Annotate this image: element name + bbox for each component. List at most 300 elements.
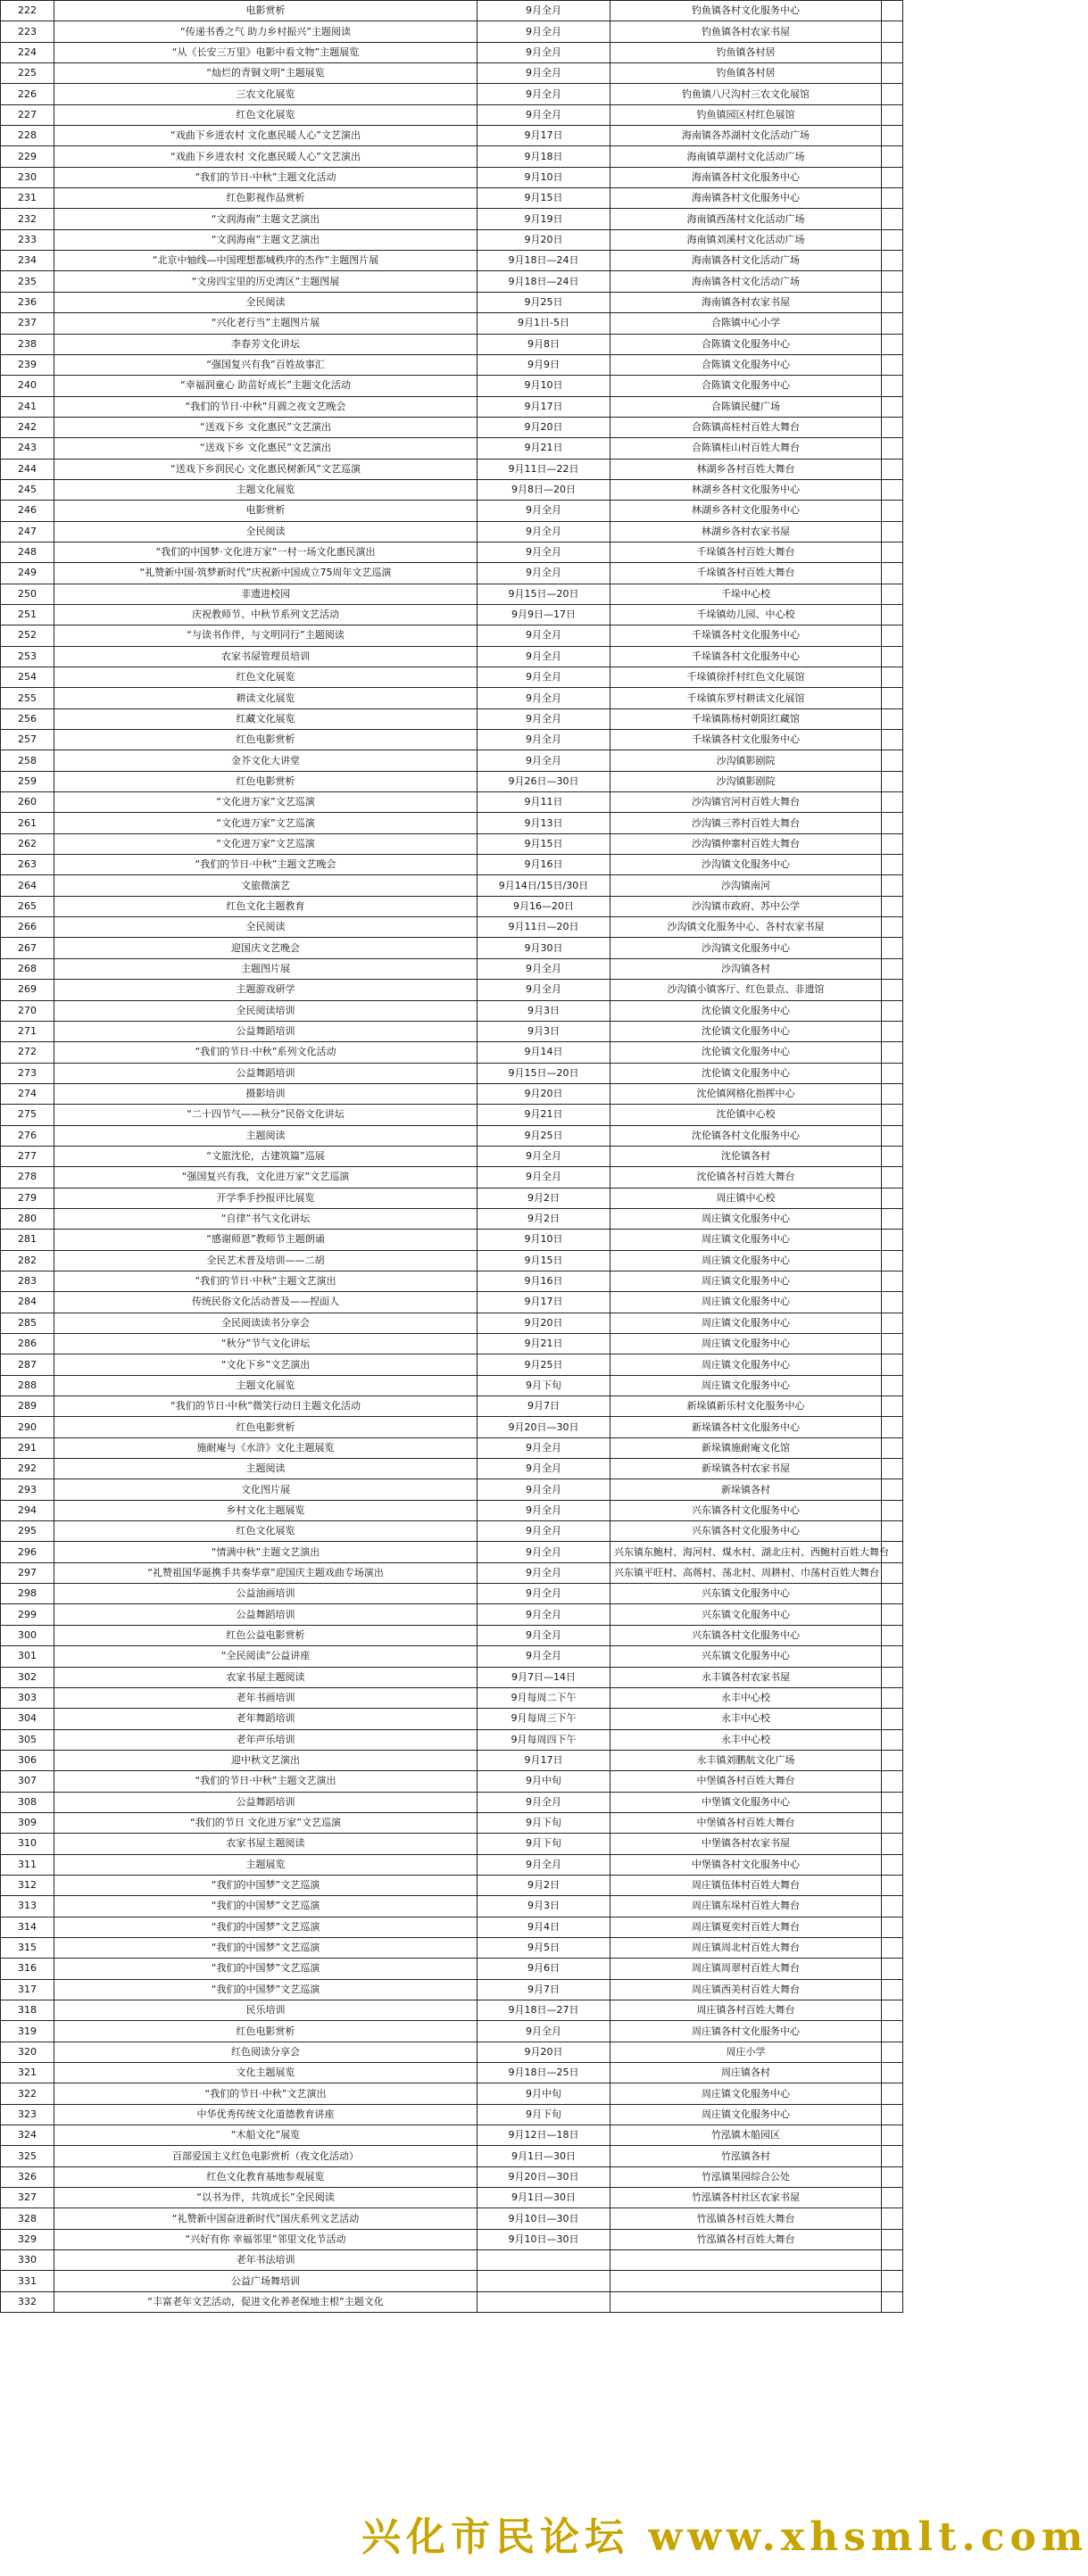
activity-place: 竹泓镇各村社区农家书屋 <box>610 2188 882 2208</box>
table-row <box>1 2146 903 2166</box>
blank-cell <box>882 1500 903 1520</box>
row-number: 282 <box>1 1250 54 1271</box>
activity-time: 9月7日 <box>478 1396 610 1417</box>
table-row <box>1 2083 903 2104</box>
activity-place: 沙沟镇小镇客厅、红色景点、非遗馆 <box>610 980 882 1000</box>
row-number: 222 <box>1 1 54 21</box>
activity-time: 9月16—20日 <box>478 896 610 916</box>
activity-place: 兴东镇文化服务中心 <box>610 1584 882 1604</box>
activity-time: 9月全月 <box>478 708 610 729</box>
activity-name: “礼赞祖国华诞携手共奏华章”迎国庆主题戏曲专场演出 <box>54 1562 478 1583</box>
activity-name: 公益油画培训 <box>54 1584 478 1604</box>
activity-time <box>478 2291 610 2312</box>
blank-cell <box>882 1125 903 1146</box>
row-number: 299 <box>1 1604 54 1625</box>
blank-cell <box>882 1292 903 1313</box>
activity-name: 红色文化展览 <box>54 1521 478 1542</box>
table-row <box>1 1542 903 1562</box>
activity-name: 电影赏析 <box>54 501 478 521</box>
table-row <box>1 459 903 479</box>
activity-place: 周庄镇文化服务中心 <box>610 1208 882 1229</box>
row-number: 271 <box>1 1021 54 1041</box>
activity-name: 红色文化主题教育 <box>54 896 478 916</box>
activity-place: 周庄镇西美村百姓大舞台 <box>610 1979 882 2000</box>
activity-place: 中堡镇各村农家书屋 <box>610 1834 882 1854</box>
table-row <box>1 1459 903 1479</box>
blank-cell <box>882 1063 903 1083</box>
activity-name: “木船文化”展览 <box>54 2125 478 2146</box>
row-number: 233 <box>1 229 54 250</box>
table-row <box>1 1959 903 1979</box>
activity-time: 9月全月 <box>478 542 610 562</box>
activity-time: 9月全月 <box>478 1167 610 1188</box>
activity-name: “我们的节日·中秋”微笑行动日主题文化活动 <box>54 1396 478 1417</box>
table-row <box>1 63 903 84</box>
activity-time: 9月20日—30日 <box>478 2166 610 2187</box>
blank-cell <box>882 1437 903 1458</box>
row-number: 313 <box>1 1896 54 1917</box>
activity-place: 中堡镇各村文化服务中心 <box>610 1854 882 1875</box>
table-row <box>1 708 903 729</box>
activity-time: 9月19日 <box>478 209 610 229</box>
activity-time: 9月全月 <box>478 646 610 667</box>
row-number: 240 <box>1 376 54 396</box>
row-number: 260 <box>1 792 54 813</box>
table-row <box>1 188 903 209</box>
activity-time: 9月15日—20日 <box>478 1063 610 1083</box>
activity-name: 全民阅读培训 <box>54 1000 478 1021</box>
row-number: 270 <box>1 1000 54 1021</box>
blank-cell <box>882 2083 903 2104</box>
activity-place: 周庄镇各村文化服务中心 <box>610 2021 882 2042</box>
activity-place: 合陈镇桂山村百姓大舞台 <box>610 438 882 459</box>
activity-name: 主题阅读 <box>54 1125 478 1146</box>
blank-cell <box>882 63 903 84</box>
activity-name: 红色影视作品赏析 <box>54 188 478 209</box>
activity-place: 合陈镇文化服务中心 <box>610 354 882 375</box>
table-row <box>1 938 903 958</box>
row-number: 303 <box>1 1687 54 1708</box>
blank-cell <box>882 625 903 646</box>
table-row <box>1 2188 903 2208</box>
table-row <box>1 1334 903 1354</box>
activity-name: 主题展览 <box>54 1854 478 1875</box>
activity-name: 传统民俗文化活动普及——捏面人 <box>54 1292 478 1313</box>
table-row <box>1 2166 903 2187</box>
table-row <box>1 2271 903 2291</box>
table-row <box>1 376 903 396</box>
activity-time: 9月全月 <box>478 1562 610 1583</box>
row-number: 302 <box>1 1667 54 1687</box>
row-number: 306 <box>1 1750 54 1770</box>
table-row <box>1 625 903 646</box>
row-number: 327 <box>1 2188 54 2208</box>
row-number: 287 <box>1 1354 54 1375</box>
table-row <box>1 813 903 833</box>
activity-name: 红色文化展览 <box>54 667 478 688</box>
activity-place: 海南镇各村文化活动广场 <box>610 251 882 271</box>
activity-name: 全民艺术普及培训——二胡 <box>54 1250 478 1271</box>
activity-name: 全民阅读 <box>54 917 478 938</box>
activity-place: 周庄镇文化服务中心 <box>610 1354 882 1375</box>
blank-cell <box>882 750 903 771</box>
row-number: 255 <box>1 688 54 708</box>
row-number: 320 <box>1 2042 54 2062</box>
activity-place: 钓鱼镇园区村红色展馆 <box>610 104 882 125</box>
blank-cell <box>882 334 903 354</box>
activity-place: 沈伦镇各村文化服务中心 <box>610 1125 882 1146</box>
blank-cell <box>882 1604 903 1625</box>
activity-time: 9月20日 <box>478 2042 610 2062</box>
activity-time <box>478 2250 610 2271</box>
table-row <box>1 1417 903 1437</box>
blank-cell <box>882 1729 903 1750</box>
activity-name: 非遗进校园 <box>54 584 478 604</box>
row-number: 330 <box>1 2250 54 2271</box>
blank-cell <box>882 1 903 21</box>
activity-name: “以书为伴，共筑成长”全民阅读 <box>54 2188 478 2208</box>
activity-place: 合陈镇高桂村百姓大舞台 <box>610 417 882 437</box>
blank-cell <box>882 209 903 229</box>
activity-time: 9月每周二下午 <box>478 1687 610 1708</box>
activity-time: 9月20日 <box>478 229 610 250</box>
blank-cell <box>882 1667 903 1687</box>
table-row <box>1 792 903 813</box>
blank-cell <box>882 1188 903 1208</box>
activity-time: 9月11日 <box>478 792 610 813</box>
blank-cell <box>882 1625 903 1645</box>
activity-place: 周庄镇东垛村百姓大舞台 <box>610 1896 882 1917</box>
blank-cell <box>882 896 903 916</box>
activity-time: 9月全月 <box>478 104 610 125</box>
activity-name: “与读书作伴，与文明同行”主题阅读 <box>54 625 478 646</box>
activity-time: 9月每周三下午 <box>478 1709 610 1729</box>
row-number: 312 <box>1 1875 54 1895</box>
activity-name: 红色电影赏析 <box>54 730 478 750</box>
blank-cell <box>882 146 903 167</box>
row-number: 294 <box>1 1500 54 1520</box>
table-row <box>1 1812 903 1833</box>
blank-cell <box>882 1250 903 1271</box>
row-number: 311 <box>1 1854 54 1875</box>
table-row <box>1 1687 903 1708</box>
table-row <box>1 1146 903 1166</box>
table-row <box>1 1917 903 1937</box>
row-number: 281 <box>1 1230 54 1250</box>
activity-place: 千垛镇陈杨村朝阳红藏馆 <box>610 708 882 729</box>
activity-time: 9月3日 <box>478 1021 610 1041</box>
table-row <box>1 42 903 62</box>
row-number: 263 <box>1 855 54 875</box>
table-row <box>1 1292 903 1313</box>
activity-name: 文化主题展览 <box>54 2063 478 2083</box>
activity-time: 9月18日—24日 <box>478 251 610 271</box>
activity-place: 周庄镇文化服务中心 <box>610 1230 882 1250</box>
activity-name: 老年舞蹈培训 <box>54 1709 478 1729</box>
blank-cell <box>882 1834 903 1854</box>
blank-cell <box>882 251 903 271</box>
row-number: 326 <box>1 2166 54 2187</box>
blank-cell <box>882 1917 903 1937</box>
row-number: 325 <box>1 2146 54 2166</box>
blank-cell <box>882 1146 903 1166</box>
activity-name: 庆祝教师节、中秋节系列文艺活动 <box>54 604 478 625</box>
table-row <box>1 417 903 437</box>
activity-time: 9月26日—30日 <box>478 771 610 791</box>
activity-name: 红色电影赏析 <box>54 2021 478 2042</box>
activity-time: 9月全月 <box>478 1 610 21</box>
table-row <box>1 730 903 750</box>
activity-place: 千垛镇徐扦村红色文化展馆 <box>610 667 882 688</box>
table-row <box>1 146 903 167</box>
blank-cell <box>882 1083 903 1104</box>
row-number: 280 <box>1 1208 54 1229</box>
table-row <box>1 688 903 708</box>
activity-name: 公益广场舞培训 <box>54 2271 478 2291</box>
activity-time: 9月3日 <box>478 1896 610 1917</box>
activity-place: 沈伦镇各村 <box>610 1146 882 1166</box>
blank-cell <box>882 1459 903 1479</box>
activity-time: 9月全月 <box>478 1437 610 1458</box>
activity-time: 9月全月 <box>478 1584 610 1604</box>
row-number: 227 <box>1 104 54 125</box>
table-row <box>1 646 903 667</box>
blank-cell <box>882 313 903 334</box>
blank-cell <box>882 271 903 292</box>
activity-time: 9月11日—20日 <box>478 917 610 938</box>
row-number: 291 <box>1 1437 54 1458</box>
table-row <box>1 1271 903 1291</box>
activity-place: 沙沟镇三荞村百姓大舞台 <box>610 813 882 833</box>
row-number: 256 <box>1 708 54 729</box>
blank-cell <box>882 1230 903 1250</box>
activity-table-body <box>1 1 903 2313</box>
row-number: 296 <box>1 1542 54 1562</box>
activity-name: “文旅沈伦，古建筑篇”巡展 <box>54 1146 478 1166</box>
table-row <box>1 251 903 271</box>
blank-cell <box>882 521 903 542</box>
activity-place: 周庄镇伍体村百姓大舞台 <box>610 1875 882 1895</box>
table-row <box>1 501 903 521</box>
activity-place: 海南镇西荡村文化活动广场 <box>610 209 882 229</box>
row-number: 315 <box>1 1937 54 1958</box>
table-row <box>1 1625 903 1645</box>
activity-place: 千垛镇东罗村耕读文化展馆 <box>610 688 882 708</box>
activity-place: 合陈镇文化服务中心 <box>610 376 882 396</box>
table-row <box>1 1375 903 1396</box>
blank-cell <box>882 730 903 750</box>
activity-time: 9月6日 <box>478 1959 610 1979</box>
activity-place: 中堡镇文化服务中心 <box>610 1792 882 1812</box>
activity-place: 周庄镇各村 <box>610 2063 882 2083</box>
table-row <box>1 21 903 42</box>
activity-name: “传递书香之气 助力乡村振兴”主题阅读 <box>54 21 478 42</box>
activity-place: 周庄镇各村百姓大舞台 <box>610 2000 882 2021</box>
activity-place: 中堡镇各村百姓大舞台 <box>610 1812 882 1833</box>
table-row <box>1 1604 903 1625</box>
row-number: 247 <box>1 521 54 542</box>
row-number: 226 <box>1 84 54 104</box>
activity-time: 9月20日 <box>478 1083 610 1104</box>
activity-name: “灿烂的青铜文明”主题展览 <box>54 63 478 84</box>
blank-cell <box>882 1854 903 1875</box>
table-row <box>1 2104 903 2125</box>
activity-name: 主题文化展览 <box>54 479 478 500</box>
row-number: 223 <box>1 21 54 42</box>
row-number: 238 <box>1 334 54 354</box>
blank-cell <box>882 396 903 417</box>
activity-time: 9月下旬 <box>478 2104 610 2125</box>
table-row <box>1 2063 903 2083</box>
blank-cell <box>882 1812 903 1833</box>
table-row <box>1 855 903 875</box>
activity-place: 中堡镇各村百姓大舞台 <box>610 1771 882 1792</box>
activity-name: “全民阅读”公益讲座 <box>54 1646 478 1667</box>
activity-time: 9月全月 <box>478 730 610 750</box>
table-row <box>1 1 903 21</box>
row-number: 323 <box>1 2104 54 2125</box>
row-number: 265 <box>1 896 54 916</box>
activity-name: 农家书屋主题阅读 <box>54 1834 478 1854</box>
table-row <box>1 334 903 354</box>
table-row <box>1 1854 903 1875</box>
row-number: 272 <box>1 1042 54 1063</box>
activity-time: 9月17日 <box>478 1292 610 1313</box>
table-row <box>1 1500 903 1520</box>
table-row <box>1 896 903 916</box>
activity-time: 9月下旬 <box>478 1812 610 1833</box>
row-number: 241 <box>1 396 54 417</box>
activity-place: 千垛镇各村百姓大舞台 <box>610 563 882 584</box>
blank-cell <box>882 1313 903 1333</box>
blank-cell <box>882 917 903 938</box>
activity-time: 9月18日—25日 <box>478 2063 610 2083</box>
blank-cell <box>882 1584 903 1604</box>
table-row <box>1 1230 903 1250</box>
activity-place: 兴东镇各村文化服务中心 <box>610 1521 882 1542</box>
activity-name: “从《长安三万里》电影中看文物”主题展览 <box>54 42 478 62</box>
activity-time: 9月8日 <box>478 334 610 354</box>
activity-time: 9月9日 <box>478 354 610 375</box>
activity-name: “我们的节日·中秋”文艺演出 <box>54 2083 478 2104</box>
row-number: 295 <box>1 1521 54 1542</box>
table-row <box>1 917 903 938</box>
activity-name: “我们的中国梦”文艺巡演 <box>54 1979 478 2000</box>
activity-name: “感谢师恩”教师节主题朗诵 <box>54 1230 478 1250</box>
activity-name: 红色文化展览 <box>54 104 478 125</box>
activity-place: 沈伦镇文化服务中心 <box>610 1000 882 1021</box>
activity-name: 老年书法培训 <box>54 2250 478 2271</box>
activity-name: “我们的节日·中秋”主题文艺演出 <box>54 1271 478 1291</box>
row-number: 252 <box>1 625 54 646</box>
blank-cell <box>882 2021 903 2042</box>
activity-place: 永丰中心校 <box>610 1729 882 1750</box>
row-number: 236 <box>1 292 54 312</box>
row-number: 266 <box>1 917 54 938</box>
row-number: 249 <box>1 563 54 584</box>
row-number: 269 <box>1 980 54 1000</box>
blank-cell <box>882 833 903 854</box>
activity-place: 钓鱼镇各村农家书屋 <box>610 21 882 42</box>
activity-name: “丰富老年文艺活动，促进文化养老保地主根”主题文化 <box>54 2291 478 2312</box>
blank-cell <box>882 84 903 104</box>
activity-name: “我们的节日 文化进万家”文艺巡演 <box>54 1812 478 1833</box>
blank-cell <box>882 459 903 479</box>
blank-cell <box>882 438 903 459</box>
table-row <box>1 604 903 625</box>
blank-cell <box>882 2271 903 2291</box>
table-row <box>1 1000 903 1021</box>
activity-name: 公益舞蹈培训 <box>54 1604 478 1625</box>
table-row <box>1 750 903 771</box>
row-number: 331 <box>1 2271 54 2291</box>
activity-time: 9月20日—30日 <box>478 1417 610 1437</box>
activity-place: 周庄镇周北村百姓大舞台 <box>610 1937 882 1958</box>
blank-cell <box>882 542 903 562</box>
row-number: 267 <box>1 938 54 958</box>
table-row <box>1 1167 903 1188</box>
activity-place: 新垛镇各村文化服务中心 <box>610 1417 882 1437</box>
activity-time: 9月14日/15日/30日 <box>478 875 610 896</box>
activity-time: 9月20日 <box>478 1313 610 1333</box>
activity-time: 9月7日 <box>478 1979 610 2000</box>
activity-name: 文化图片展 <box>54 1479 478 1500</box>
row-number: 239 <box>1 354 54 375</box>
activity-name: “文化下乡”文艺演出 <box>54 1354 478 1375</box>
activity-time: 9月全月 <box>478 1146 610 1166</box>
table-row <box>1 1021 903 1041</box>
table-row <box>1 1396 903 1417</box>
table-row <box>1 1105 903 1125</box>
row-number: 307 <box>1 1771 54 1792</box>
table-row <box>1 1188 903 1208</box>
activity-name: 红色阅读分享会 <box>54 2042 478 2062</box>
activity-name: 开学季手抄报评比展览 <box>54 1188 478 1208</box>
table-row <box>1 833 903 854</box>
blank-cell <box>882 1021 903 1041</box>
activity-place: 周庄镇文化服务中心 <box>610 1375 882 1396</box>
blank-cell <box>882 584 903 604</box>
activity-time: 9月全月 <box>478 84 610 104</box>
activity-time: 9月全月 <box>478 1459 610 1479</box>
activity-place: 钓鱼镇八尺沟村三农文化展馆 <box>610 84 882 104</box>
row-number: 253 <box>1 646 54 667</box>
row-number: 225 <box>1 63 54 84</box>
activity-time: 9月下旬 <box>478 1834 610 1854</box>
activity-place: 林湖乡各村文化服务中心 <box>610 501 882 521</box>
blank-cell <box>882 1959 903 1979</box>
activity-name: 迎中秋文艺演出 <box>54 1750 478 1770</box>
table-row <box>1 271 903 292</box>
row-number: 284 <box>1 1292 54 1313</box>
table-row <box>1 2021 903 2042</box>
row-number: 328 <box>1 2208 54 2229</box>
table-row <box>1 167 903 187</box>
activity-name: 红藏文化展览 <box>54 708 478 729</box>
activity-name: 全民阅读 <box>54 292 478 312</box>
table-row <box>1 1834 903 1854</box>
activity-name: “文润海南”主题文艺演出 <box>54 229 478 250</box>
row-number: 242 <box>1 417 54 437</box>
activity-time: 9月1日—30日 <box>478 2188 610 2208</box>
activity-place: 周庄镇文化服务中心 <box>610 1292 882 1313</box>
table-row <box>1 2291 903 2312</box>
activity-name: “我们的中国梦”文艺巡演 <box>54 1959 478 1979</box>
activity-time: 9月17日 <box>478 126 610 146</box>
activity-name: 李春芳文化讲坛 <box>54 334 478 354</box>
table-row <box>1 1562 903 1583</box>
activity-place: 周庄镇文化服务中心 <box>610 2104 882 2125</box>
